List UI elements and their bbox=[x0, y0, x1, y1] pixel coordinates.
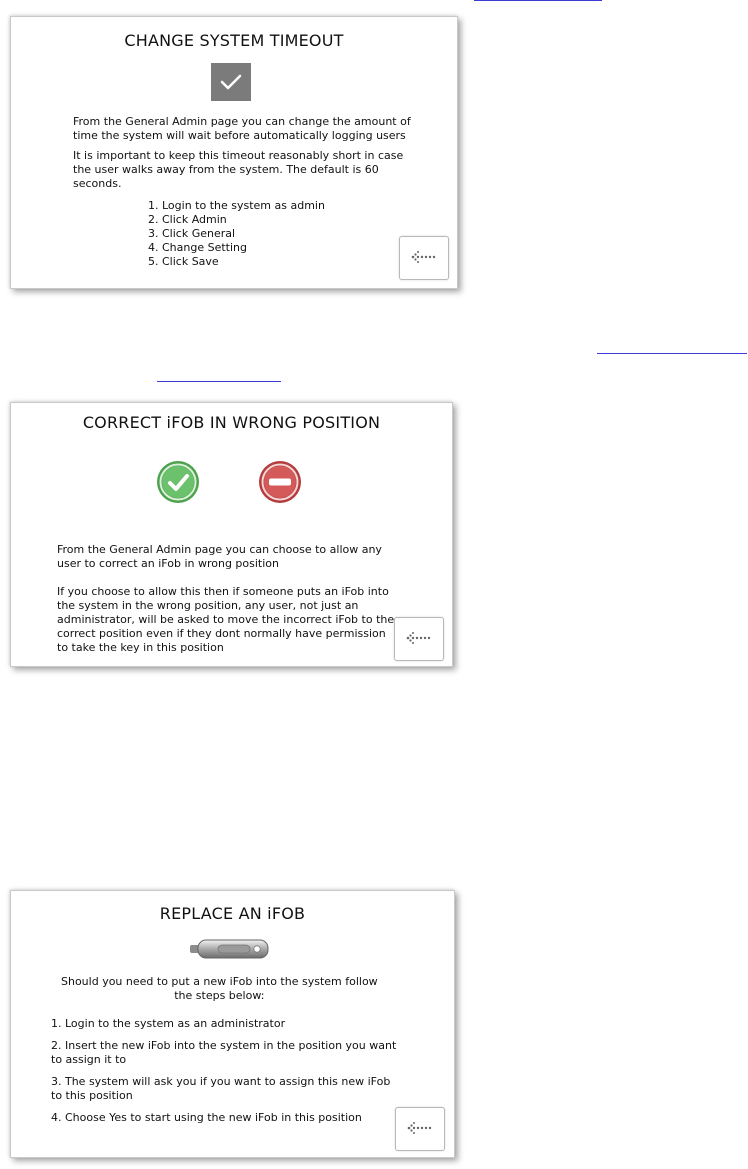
link-underline-right bbox=[597, 353, 747, 354]
list-item: 4. Choose Yes to start using the new iFob in this position bbox=[51, 1111, 362, 1124]
ifob-key-icon bbox=[188, 938, 270, 964]
paragraph-timeout-note: It is important to keep this timeout reasonably short in case the user walks away from the system. The default is 60 seconds. bbox=[73, 149, 404, 190]
deny-minus-icon bbox=[258, 460, 302, 508]
panel-change-system-timeout bbox=[10, 16, 458, 289]
back-arrow-icon bbox=[407, 1120, 433, 1139]
allow-check-icon bbox=[156, 460, 200, 508]
link-underline-left bbox=[157, 381, 281, 382]
list-item: 1. Login to the system as an administrator bbox=[51, 1017, 286, 1030]
list-item: 2. Insert the new iFob into the system in the position you want to assign it to bbox=[51, 1039, 397, 1066]
paragraph-timeout-intro: From the General Admin page you can change the amount of time the system will wait before automatically logging users bbox=[73, 115, 411, 142]
panel-title: CHANGE SYSTEM TIMEOUT bbox=[124, 31, 344, 50]
panel-title: CORRECT iFOB IN WRONG POSITION bbox=[82, 413, 381, 432]
list-item: 3. Click General bbox=[148, 227, 236, 240]
back-button[interactable] bbox=[399, 236, 449, 280]
steps-list bbox=[51, 1017, 396, 1125]
paragraph-correct-intro: From the General Admin page you can choose to allow any user to correct an iFob in wrong position bbox=[57, 543, 382, 570]
back-button[interactable] bbox=[394, 617, 444, 661]
list-item: 5. Click Save bbox=[148, 255, 219, 268]
checkmark-icon bbox=[211, 63, 251, 105]
list-item: 2. Click Admin bbox=[148, 213, 227, 226]
back-arrow-icon bbox=[411, 249, 437, 268]
list-item: 4. Change Setting bbox=[148, 241, 247, 254]
paragraph-correct-details: If you choose to allow this then if someone puts an iFob into the system in the wrong position, any user, not just an administrator, will be asked to move the incorrect iFob to the correct position even if they dont normally have permission to take the key in this position bbox=[57, 585, 395, 654]
steps-list bbox=[148, 199, 325, 269]
back-button[interactable] bbox=[395, 1107, 445, 1151]
panel-replace-ifob bbox=[10, 890, 455, 1158]
link-underline-top bbox=[474, 0, 602, 1]
list-item: 1. Login to the system as admin bbox=[148, 199, 325, 212]
panel-title: REPLACE AN iFOB bbox=[159, 904, 306, 923]
panel-correct-ifob-wrong-position bbox=[10, 402, 453, 667]
back-arrow-icon bbox=[406, 630, 432, 649]
paragraph-replace-intro: Should you need to put a new iFob into the system follow the steps below: bbox=[61, 975, 378, 1002]
list-item: 3. The system will ask you if you want to assign this new iFob to this position bbox=[51, 1075, 391, 1102]
